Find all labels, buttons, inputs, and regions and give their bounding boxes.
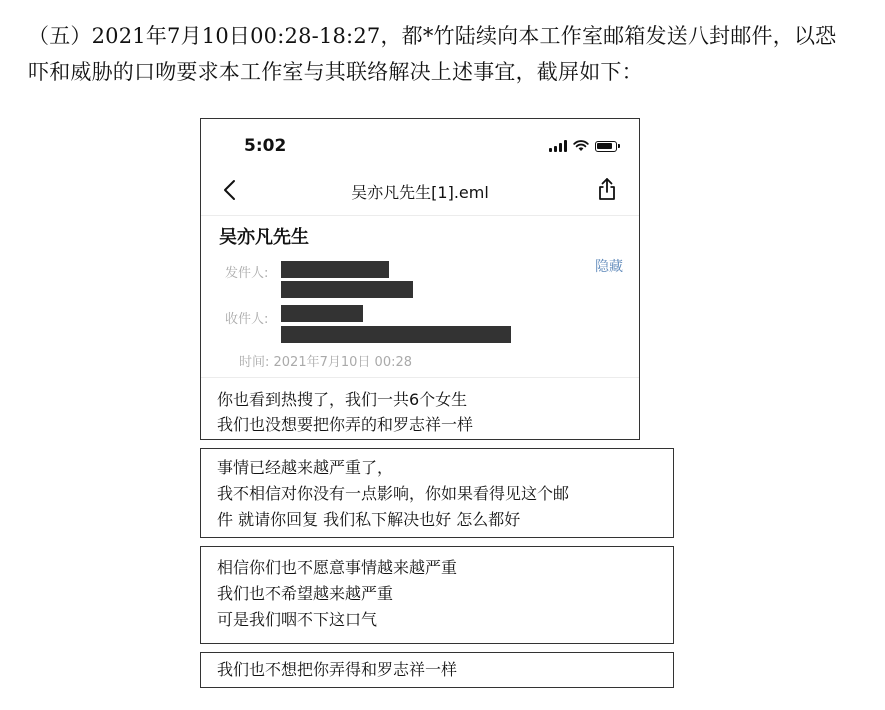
sender-redaction [281, 261, 389, 278]
mail-body-line: 我们也没想要把你弄的和罗志祥一样 [217, 415, 474, 434]
sender-redaction [281, 281, 413, 298]
message-box [200, 546, 674, 644]
message-line: 可是我们咽不下这口气 [217, 610, 378, 629]
paragraph-line-1: （五）2021年7月10日00:28-18:27，都*竹陆续向本工作室邮箱发送八封邮件，以恐 [28, 24, 837, 48]
paragraph-line-2: 吓和威胁的口吻要求本工作室与其联络解决上述事宜，截屏如下： [28, 60, 643, 84]
message-line: 我们也不想把你弄得和罗志祥一样 [217, 660, 458, 679]
recipient-label: 收件人: [225, 312, 269, 327]
mail-body-line: 你也看到热搜了，我们一共6个女生 [217, 390, 468, 409]
status-bar-icons [549, 139, 617, 153]
mail-subject: 吴亦凡先生 [219, 227, 309, 248]
signal-icon [549, 140, 567, 152]
message-line: 事情已经越来越严重了， [217, 458, 394, 477]
message-box [200, 448, 674, 538]
divider [201, 377, 639, 378]
status-bar-time: 5:02 [244, 136, 287, 156]
recipient-redaction [281, 326, 511, 343]
wifi-icon [573, 140, 589, 152]
mail-body [217, 387, 473, 437]
message-line: 我不相信对你没有一点影响，你如果看得见这个邮 [217, 484, 570, 503]
divider [201, 215, 639, 216]
message-line: 我们也不希望越来越严重 [217, 584, 394, 603]
mail-time: 时间: 2021年7月10日 00:28 [239, 355, 413, 370]
sender-label: 发件人: [225, 266, 269, 281]
message-line: 件 就请你回复 我们私下解决也好 怎么都好 [217, 510, 521, 529]
message-line: 相信你们也不愿意事情越来越严重 [217, 558, 458, 577]
message-box [200, 652, 674, 688]
hide-details-link[interactable]: 隐藏 [595, 259, 623, 275]
email-screenshot [200, 118, 640, 440]
nav-title: 吴亦凡先生[1].eml [351, 183, 489, 202]
battery-icon [595, 141, 617, 152]
share-icon[interactable] [595, 176, 619, 202]
recipient-redaction [281, 305, 363, 322]
nav-bar [201, 167, 639, 215]
intro-paragraph [28, 18, 863, 90]
